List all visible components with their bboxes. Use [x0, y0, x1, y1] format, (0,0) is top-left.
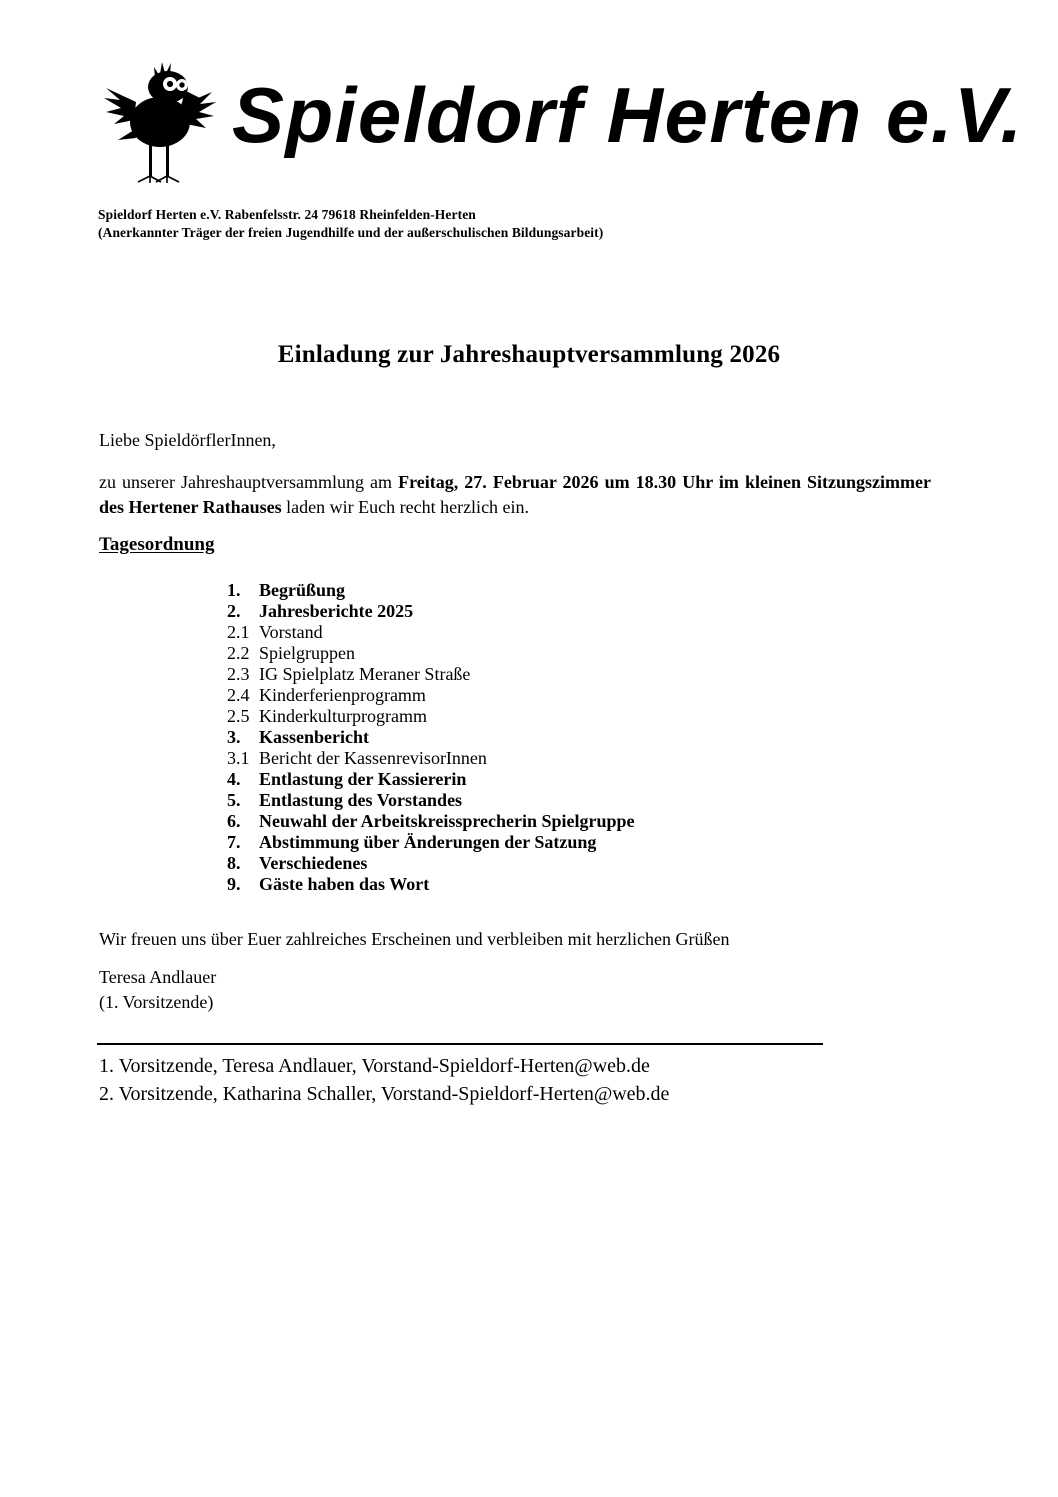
document-title: Einladung zur Jahreshauptversammlung 2026	[277, 341, 781, 368]
agenda-item	[227, 601, 867, 622]
agenda-item-label: Jahresberichte 2025	[259, 601, 414, 621]
agenda-item	[227, 706, 867, 727]
agenda-item-label: Verschiedenes	[259, 853, 368, 873]
agenda-item-number: 2.2	[227, 643, 250, 663]
agenda-item	[227, 874, 867, 895]
agenda-item	[227, 853, 867, 874]
agenda-list	[227, 580, 867, 895]
footer-contacts	[99, 1052, 949, 1108]
organization-wordmark: Spieldorf Herten e.V.	[232, 71, 1024, 159]
meeting-datetime-location: Freitag, 27. Februar 2026 um 18.30 Uhr im kleinen Sitzungszimmer des Hertener Rathauses	[99, 472, 932, 517]
agenda-item-label: Vorstand	[259, 622, 323, 642]
agenda-item-number: 7.	[227, 832, 241, 852]
agenda-item	[227, 727, 867, 748]
agenda-item-label: Spielgruppen	[259, 643, 355, 663]
signature-role: (1. Vorsitzende)	[99, 992, 214, 1012]
agenda-item-number: 4.	[227, 769, 241, 789]
agenda-item-label: Begrüßung	[259, 580, 346, 600]
letterhead	[0, 48, 1058, 188]
closing-paragraph: Wir freuen uns über Euer zahlreiches Erscheinen und verbleiben mit herzlichen Grüßen	[99, 929, 730, 949]
agenda-item-label: Bericht der KassenrevisorInnen	[259, 748, 487, 768]
invitation-paragraph	[99, 470, 931, 520]
agenda-item-number: 2.4	[227, 685, 250, 705]
agenda-item-label: IG Spielplatz Meraner Straße	[259, 664, 471, 684]
agenda-item-label: Abstimmung über Änderungen der Satzung	[259, 832, 597, 852]
footer-contact-chair-2: 2. Vorsitzende, Katharina Schaller, Vorstand-Spieldorf-Herten@web.de	[99, 1083, 670, 1105]
agenda-item-number: 2.	[227, 601, 241, 621]
footer-contact-chair-1: 1. Vorsitzende, Teresa Andlauer, Vorstand-Spieldorf-Herten@web.de	[99, 1055, 650, 1077]
salutation: Liebe SpieldörflerInnen,	[99, 430, 276, 450]
agenda-item	[227, 832, 867, 853]
agenda-item-number: 3.	[227, 727, 241, 747]
intro-text-after: laden wir Euch recht herzlich ein.	[281, 497, 530, 517]
agenda-item-number: 1.	[227, 580, 241, 600]
agenda-item-number: 2.1	[227, 622, 250, 642]
agenda-item	[227, 622, 867, 643]
agenda-item-number: 3.1	[227, 748, 250, 768]
signature-name: Teresa Andlauer	[99, 967, 217, 987]
footer-divider	[97, 1043, 823, 1045]
agenda-item-label: Kassenbericht	[259, 727, 369, 747]
address-line-2: (Anerkannter Träger der freien Jugendhilfe und der außerschulischen Bildungsarbeit)	[98, 224, 604, 240]
agenda-item-label: Neuwahl der Arbeitskreissprecherin Spielgruppe	[259, 811, 635, 831]
agenda-item	[227, 643, 867, 664]
agenda-item	[227, 790, 867, 811]
address-line-1: Spieldorf Herten e.V. Rabenfelsstr. 24 79618 Rheinfelden-Herten	[98, 207, 476, 222]
agenda-item-number: 2.3	[227, 664, 250, 684]
agenda-item-number: 5.	[227, 790, 241, 810]
agenda-item	[227, 664, 867, 685]
agenda-item-number: 8.	[227, 853, 241, 873]
agenda-item-label: Kinderferienprogramm	[259, 685, 426, 705]
organization-address-block	[98, 206, 958, 241]
agenda-item-label: Entlastung der Kassiererin	[259, 769, 467, 789]
agenda-item	[227, 685, 867, 706]
agenda-item-label: Entlastung des Vorstandes	[259, 790, 463, 810]
raven-bird-logo-icon	[100, 56, 228, 184]
agenda-item	[227, 748, 867, 769]
intro-text-before: zu unserer Jahreshauptversammlung am	[99, 472, 399, 492]
agenda-item	[227, 811, 867, 832]
signature-block	[99, 965, 216, 1015]
agenda-heading: Tagesordnung	[99, 534, 215, 555]
agenda-item	[227, 580, 867, 601]
agenda-item-number: 9.	[227, 874, 241, 894]
agenda-item-label: Gäste haben das Wort	[259, 874, 430, 894]
agenda-item	[227, 769, 867, 790]
agenda-item-number: 6.	[227, 811, 241, 831]
agenda-item-number: 2.5	[227, 706, 250, 726]
agenda-item-label: Kinderkulturprogramm	[259, 706, 427, 726]
